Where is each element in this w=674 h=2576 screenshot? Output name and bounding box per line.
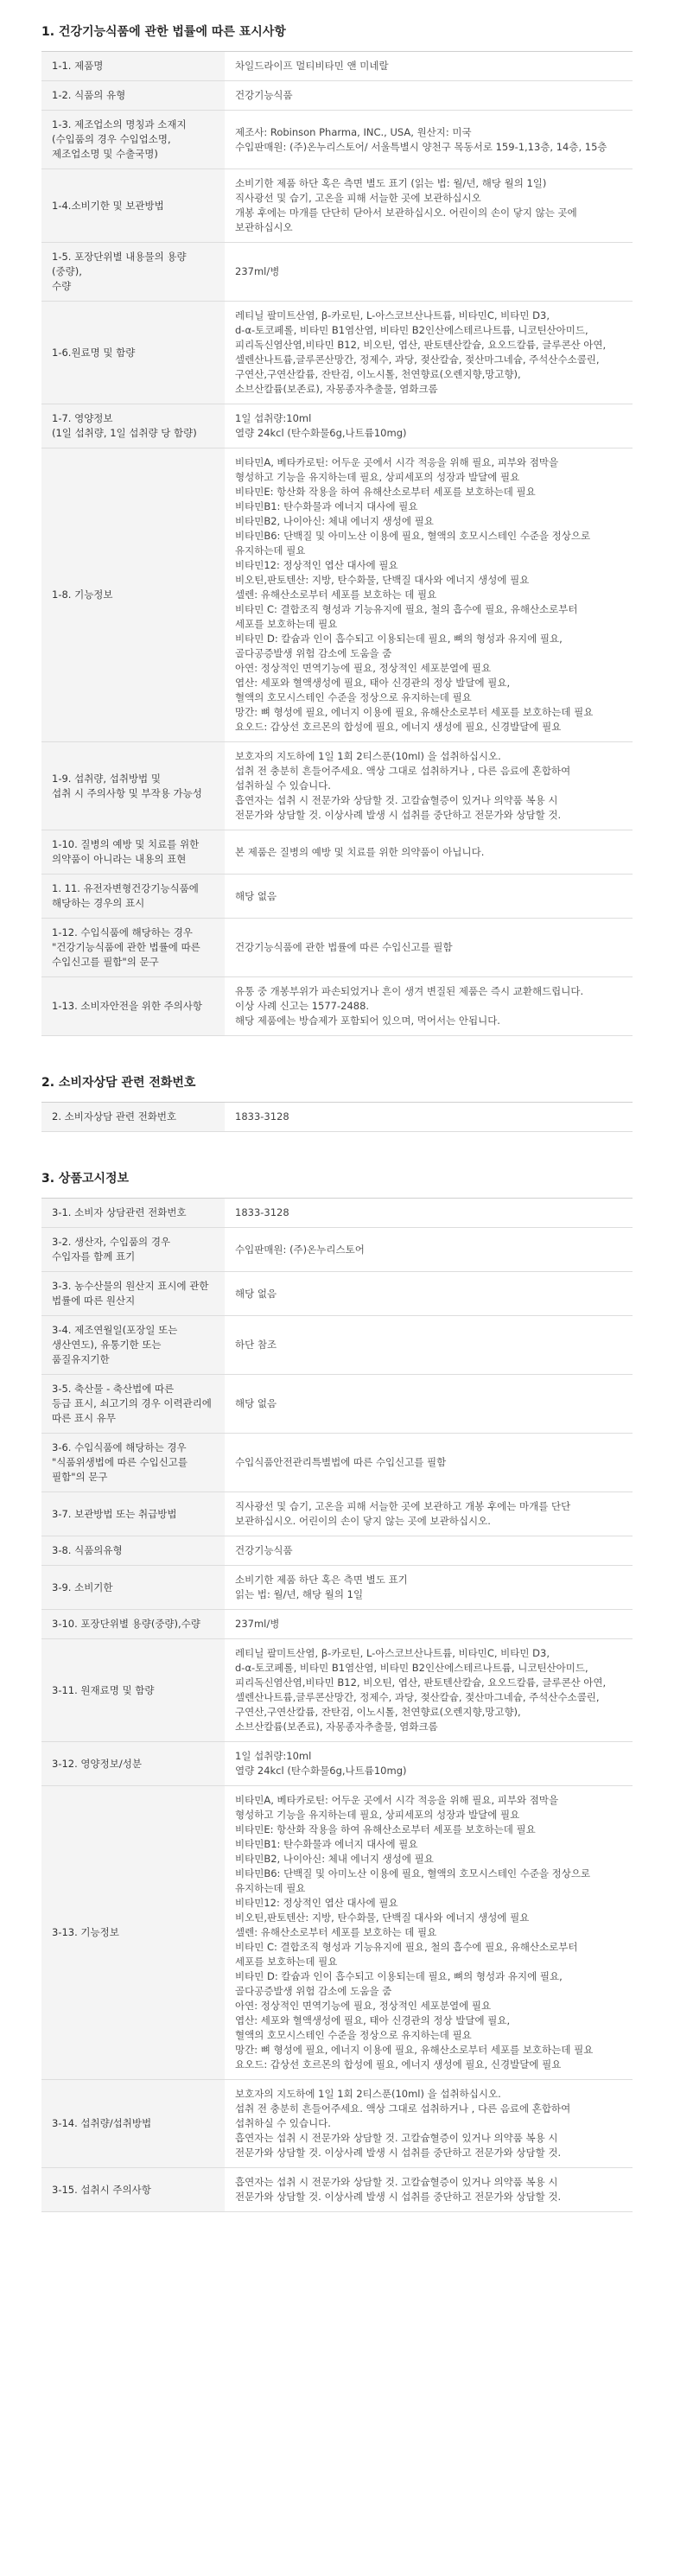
row-value-line: 전문가와 상담할 것. 이상사례 발생 시 섭취를 중단하고 전문가와 상담할 것. <box>235 2191 562 2203</box>
row-value-line: 흡연자는 섭취 시 전문가와 상담할 것. 고칼슘혈증이 있거나 의약품 복용 시 <box>235 2176 558 2188</box>
row-value <box>225 169 633 243</box>
row-value-line: 아연: 정상적인 면역기능에 필요, 정상적인 세포분열에 필요 <box>235 2000 492 2012</box>
row-value-line: 레티닐 팔미트산염, β-카로틴, L-아스코브산나트륨, 비타민C, 비타민 D3, <box>235 1647 550 1659</box>
row-value-line: 유통 중 개봉부위가 파손되었거나 흔이 생겨 변질된 제품은 즉시 교환해드립니다. <box>235 985 584 997</box>
row-value-line: 1833-3128 <box>235 1110 289 1123</box>
row-value <box>225 1742 633 1786</box>
row-value <box>225 81 633 111</box>
row-label-line: 1-6.원료명 및 함량 <box>52 346 136 359</box>
row-label-line: 3-6. 수입식품에 해당하는 경우 <box>52 1441 187 1453</box>
row-value-line: 비오틴,판토텐산: 지방, 탄수화물, 단백질 대사와 에너지 생성에 필요 <box>235 1911 530 1924</box>
row-value-line: 요오드: 갑상선 호르몬의 합성에 필요, 에너지 생성에 필요, 신경발달에 필요 <box>235 2058 562 2070</box>
row-value-line: 망간: 뼈 형성에 필요, 에너지 이용에 필요, 유해산소로부터 세포를 보호하는데 필요 <box>235 2044 594 2056</box>
row-label-line: "건강기능식품에 관한 법률에 따른 <box>52 941 200 953</box>
row-label-line: (수입품의 경우 수입업소명, <box>52 133 171 145</box>
row-value-line: 엽산: 세포와 혈액생성에 필요, 태아 신경관의 정상 발달에 필요, <box>235 2014 511 2026</box>
row-value-line: 건강기능식품 <box>235 89 293 101</box>
row-value <box>225 830 633 875</box>
table-row <box>41 1228 633 1272</box>
row-label <box>41 2080 225 2168</box>
table-row <box>41 1742 633 1786</box>
row-label-line: 해당하는 경우의 표시 <box>52 897 145 909</box>
row-value-line: 아연: 정상적인 면역기능에 필요, 정상적인 세포분열에 필요 <box>235 662 492 674</box>
row-label-line: 1-8. 기능정보 <box>52 588 113 601</box>
row-label-line: 3-5. 축산물 - 축산법에 따른 <box>52 1383 175 1395</box>
row-value-line: 237ml/병 <box>235 265 280 277</box>
row-value-line: 해당 없음 <box>235 1397 277 1409</box>
row-value <box>225 111 633 169</box>
row-value-line: 비타민 D: 칼슘과 인이 흡수되고 이용되는데 필요, 뼈의 형성과 유지에 필요, <box>235 1970 563 1982</box>
row-value <box>225 404 633 448</box>
row-label-line: 수입자를 함께 표기 <box>52 1250 136 1263</box>
row-value-line: 비타민12: 정상적인 엽산 대사에 필요 <box>235 1897 398 1909</box>
row-label <box>41 1786 225 2080</box>
table-row <box>41 977 633 1036</box>
row-value-line: 엽산: 세포와 혈액생성에 필요, 태아 신경관의 정상 발달에 필요, <box>235 677 511 689</box>
row-label-line: 3-15. 섭취시 주의사항 <box>52 2183 151 2196</box>
row-value <box>225 919 633 977</box>
row-label-line: 3-4. 제조연월일(포장일 또는 <box>52 1324 178 1336</box>
row-label-line: 1-5. 포장단위별 내용물의 용량(중량), <box>52 251 187 277</box>
row-value <box>225 1639 633 1742</box>
row-label <box>41 1375 225 1434</box>
row-value-line: 열량 24kcl (탄수화물6g,나트륨10mg) <box>235 1765 407 1777</box>
table-row <box>41 1434 633 1492</box>
table-row <box>41 1492 633 1536</box>
row-value-line: 비타민E: 항산화 작용을 하여 유해산소로부터 세포를 보호하는데 필요 <box>235 1823 536 1835</box>
row-value-line: 237ml/병 <box>235 1618 280 1630</box>
row-value-line: 구연산,구연산칼륨, 잔탄검, 이노시톨, 천연향료(오렌지향,망고향), <box>235 368 521 380</box>
row-label-line: 3-13. 기능정보 <box>52 1926 119 1938</box>
table-row <box>41 111 633 169</box>
table-row <box>41 1536 633 1566</box>
table-row <box>41 1199 633 1228</box>
row-value-line: 개봉 후에는 마개를 단단히 닫아서 보관하십시오. 어린이의 손이 닿지 않는 곳에 보관하십시오 <box>235 207 577 233</box>
row-value-line: 1833-3128 <box>235 1206 289 1218</box>
row-label <box>41 302 225 404</box>
row-value-line: 건강기능식품 <box>235 1544 293 1556</box>
row-value-line: 해당 제품에는 방습제가 포함되어 있으며, 먹어서는 안됩니다. <box>235 1014 500 1027</box>
row-label <box>41 404 225 448</box>
section-title-label-info: 1. 건강기능식품에 관한 법률에 따른 표시사항 <box>41 25 286 39</box>
row-value-line: 피리독신염산염,비타민 B12, 비오틴, 엽산, 판토텐산칼슘, 요오드칼륨, 글루콘산 아연, <box>235 1676 607 1689</box>
table-row <box>41 404 633 448</box>
row-label <box>41 977 225 1036</box>
row-value-line: 수입식품안전관리특별법에 따른 수입신고를 필함 <box>235 1456 447 1468</box>
row-label <box>41 1639 225 1742</box>
row-value <box>225 1375 633 1434</box>
row-value-line: 망간: 뼈 형성에 필요, 에너지 이용에 필요, 유해산소로부터 세포를 보호하는데 필요 <box>235 706 594 718</box>
table-row <box>41 1566 633 1610</box>
row-label-line: 1-13. 소비자안전을 위한 주의사항 <box>52 1000 203 1012</box>
row-label <box>41 1199 225 1228</box>
row-value <box>225 1492 633 1536</box>
table-row <box>41 1610 633 1639</box>
row-value-line: 셀렌: 유해산소로부터 세포를 보호하는 데 필요 <box>235 1926 437 1938</box>
row-label-line: 3-1. 소비자 상담관련 전화번호 <box>52 1206 187 1218</box>
row-label <box>41 1316 225 1375</box>
row-value <box>225 1199 633 1228</box>
row-value-line: 셀렌: 유해산소로부터 세포를 보호하는 데 필요 <box>235 588 437 601</box>
row-value-line: 해당 없음 <box>235 889 277 902</box>
row-value-line: 구연산,구연산칼륨, 잔탄검, 이노시톨, 천연향료(오렌지향,망고향), <box>235 1706 521 1718</box>
row-value <box>225 875 633 919</box>
row-value <box>225 302 633 404</box>
row-label-line: 1-9. 섭취량, 섭취방법 및 <box>52 772 161 785</box>
row-label-line: 3-12. 영양정보/성분 <box>52 1757 142 1770</box>
row-value-line: 소브산칼륨(보존료), 자몽종자추출물, 염화크롬 <box>235 383 438 395</box>
row-label-line: 수입신고를 필함"의 문구 <box>52 956 159 968</box>
row-label <box>41 1103 225 1132</box>
row-value-line: 소브산칼륨(보존료), 자몽종자추출물, 염화크롬 <box>235 1721 438 1733</box>
row-value-line: 비타민B2, 나이아신: 체내 에너지 생성에 필요 <box>235 515 434 527</box>
row-value-line: 섭취하실 수 있습니다. <box>235 2117 331 2129</box>
row-label <box>41 1566 225 1610</box>
row-value-line: 직사광선 및 습기, 고온을 피해 서늘한 곳에 보관하십시오 <box>235 192 481 204</box>
table-row <box>41 919 633 977</box>
row-label-line: 3-7. 보관방법 또는 취급방법 <box>52 1507 177 1520</box>
row-value-line: 유지하는데 필요 <box>235 544 306 557</box>
row-value-line: 1일 섭취량:10ml <box>235 1750 312 1762</box>
row-value-line: 유지하는데 필요 <box>235 1882 306 1894</box>
row-value-line: 흡연자는 섭취 시 전문가와 상담할 것. 고칼슘혈증이 있거나 의약품 복용 시 <box>235 2132 558 2144</box>
row-value-line: 비타민 C: 결합조직 형성과 기능유지에 필요, 철의 흡수에 필요, 유해산소로부터 <box>235 1941 578 1953</box>
row-value-line: 전문가와 상담할 것. 이상사례 발생 시 섭취를 중단하고 전문가와 상담할 것. <box>235 809 562 821</box>
row-label-line: 1-7. 영양정보 <box>52 412 113 424</box>
row-value <box>225 1272 633 1316</box>
row-value <box>225 1786 633 2080</box>
row-value-line: 비타민B6: 단백질 및 아미노산 이용에 필요, 혈액의 호모시스테인 수준을 정상으로 <box>235 1867 591 1880</box>
row-label-line: 3-9. 소비기한 <box>52 1581 113 1593</box>
row-label <box>41 448 225 742</box>
row-value-line: 혈액의 호모시스테인 수준을 정상으로 유지하는데 필요 <box>235 691 472 703</box>
row-value-line: 비오틴,판토텐산: 지방, 탄수화물, 단백질 대사와 에너지 생성에 필요 <box>235 574 530 586</box>
row-label <box>41 1492 225 1536</box>
row-value-line: 하단 참조 <box>235 1339 277 1351</box>
section-title-product-notice: 3. 상품고시정보 <box>41 1172 130 1186</box>
row-label <box>41 243 225 302</box>
row-label <box>41 830 225 875</box>
row-label-line: 1-3. 제조업소의 명칭과 소재지 <box>52 118 187 130</box>
row-value-line: 제조사: Robinson Pharma, INC., USA, 원산지: 미국 <box>235 125 472 138</box>
row-value-line: 이상 사례 신고는 1577-2488. <box>235 1000 370 1012</box>
row-label <box>41 919 225 977</box>
table-row <box>41 81 633 111</box>
row-value-line: 혈액의 호모시스테인 수준을 정상으로 유지하는데 필요 <box>235 2029 472 2041</box>
row-label <box>41 1610 225 1639</box>
row-label-line: 생산연도), 유통기한 또는 품질유지기한 <box>52 1339 162 1365</box>
table-row <box>41 742 633 830</box>
label-info-table <box>41 51 633 1036</box>
row-value-line: 수입판매원: (주)온누리스토어 <box>235 1243 365 1256</box>
row-value-line: 직사광선 및 습기, 고온을 피해 서늘한 곳에 보관하고 개봉 후에는 마개를 단단 <box>235 1500 571 1512</box>
row-value <box>225 243 633 302</box>
row-label-line: 3-14. 섭취량/섭취방법 <box>52 2117 152 2129</box>
row-value-line: 섭취 전 충분히 흔들어주세요. 액상 그대로 섭취하거나 , 다른 음료에 혼합하여 <box>235 765 571 777</box>
row-value-line: 비타민E: 항산화 작용을 하여 유해산소로부터 세포를 보호하는데 필요 <box>235 486 536 498</box>
row-value <box>225 448 633 742</box>
row-value-line: 셀렌산나트륨,글루콘산망간, 정제수, 과당, 젖산칼슘, 젖산마그네슘, 주석산수소콜린, <box>235 1691 600 1703</box>
table-row <box>41 52 633 81</box>
row-value-line: 1일 섭취량:10ml <box>235 412 312 424</box>
row-label <box>41 111 225 169</box>
row-label <box>41 1228 225 1272</box>
row-value-line: 흡연자는 섭취 시 전문가와 상담할 것. 고칼슘혈증이 있거나 의약품 복용 시 <box>235 794 558 806</box>
table-row <box>41 1316 633 1375</box>
row-label-line: "식품위생법에 따른 수입신고를 <box>52 1456 188 1468</box>
row-value-line: 형성하고 기능을 유지하는데 필요, 상피세포의 성장과 발달에 필요 <box>235 1809 520 1821</box>
row-label <box>41 1742 225 1786</box>
row-label-line: 1-2. 식품의 유형 <box>52 89 126 101</box>
section-title-consumer-contact: 2. 소비자상담 관련 전화번호 <box>41 1076 196 1090</box>
table-row <box>41 1639 633 1742</box>
table-row <box>41 1786 633 2080</box>
row-label-line: 3-10. 포장단위별 용량(중량),수량 <box>52 1618 200 1630</box>
row-value-line: 비타민B1: 탄수화물과 에너지 대사에 필요 <box>235 500 418 512</box>
row-label-line: 수량 <box>52 280 72 292</box>
row-value-line: 비타민A, 베타카로틴: 어두운 곳에서 시각 적응을 위해 필요, 피부와 점막을 <box>235 1794 559 1806</box>
row-value-line: 레티닐 팔미트산염, β-카로틴, L-아스코브산나트륨, 비타민C, 비타민 D3, <box>235 309 550 321</box>
table-row <box>41 169 633 243</box>
row-value <box>225 1566 633 1610</box>
row-label-line: 1-12. 수입식품에 해당하는 경우 <box>52 926 193 938</box>
row-value <box>225 1316 633 1375</box>
row-value-line: 보호자의 지도하에 1일 1회 2티스푼(10ml) 을 섭취하십시오. <box>235 750 501 762</box>
row-value-line: 세포를 보호하는데 필요 <box>235 618 338 630</box>
row-label-line: 법률에 따른 원산지 <box>52 1294 136 1307</box>
row-value-line: d-α-토코페롤, 비타민 B1염산염, 비타민 B2인산에스테르나트륨, 니코틴산아미드, <box>235 1662 588 1674</box>
table-row <box>41 302 633 404</box>
row-label-line: 3-3. 농수산물의 원산지 표시에 관한 <box>52 1280 209 1292</box>
row-value <box>225 1610 633 1639</box>
row-value-line: 비타민B2, 나이아신: 체내 에너지 생성에 필요 <box>235 1853 434 1865</box>
row-value-line: 전문가와 상담할 것. 이상사례 발생 시 섭취를 중단하고 전문가와 상담할 것. <box>235 2147 562 2159</box>
row-value-line: 세포를 보호하는데 필요 <box>235 1956 338 1968</box>
row-label-line: 3-8. 식품의유형 <box>52 1544 123 1556</box>
row-label <box>41 875 225 919</box>
row-value <box>225 2168 633 2212</box>
table-row <box>41 2168 633 2212</box>
row-label-line: 필함"의 문구 <box>52 1471 108 1483</box>
row-value <box>225 52 633 81</box>
row-value-line: 비타민B1: 탄수화물과 에너지 대사에 필요 <box>235 1838 418 1850</box>
table-row <box>41 243 633 302</box>
row-label-line: 2. 소비자상담 관련 전화번호 <box>52 1110 177 1123</box>
table-row <box>41 875 633 919</box>
row-label <box>41 1272 225 1316</box>
row-label-line: 의약품이 아니라는 내용의 표현 <box>52 853 187 865</box>
row-label <box>41 52 225 81</box>
row-label-line: 등급 표시, 쇠고기의 경우 이력관리에 <box>52 1397 212 1409</box>
row-value-line: 비타민 C: 결합조직 형성과 기능유지에 필요, 철의 흡수에 필요, 유해산소로부터 <box>235 603 578 615</box>
row-value-line: 비타민12: 정상적인 엽산 대사에 필요 <box>235 559 398 571</box>
row-value-line: 비타민B6: 단백질 및 아미노산 이용에 필요, 혈액의 호모시스테인 수준을 정상으로 <box>235 530 591 542</box>
row-value-line: 셀렌산나트륨,글루콘산망간, 정제수, 과당, 젖산칼슘, 젖산마그네슘, 주석산수소콜린, <box>235 353 600 366</box>
row-value <box>225 1536 633 1566</box>
row-label-line: 1. 11. 유전자변형건강기능식품에 <box>52 882 199 894</box>
row-value-line: 피리독신염산염,비타민 B12, 비오틴, 엽산, 판토텐산칼슘, 요오드칼륨, 글루콘산 아연, <box>235 339 607 351</box>
row-value-line: 형성하고 기능을 유지하는데 필요, 상피세포의 성장과 발달에 필요 <box>235 471 520 483</box>
row-value-line: 본 제품은 질병의 예방 및 치료를 위한 의약품이 아닙니다. <box>235 845 485 858</box>
row-value-line: 해당 없음 <box>235 1287 277 1300</box>
row-label <box>41 1434 225 1492</box>
table-row <box>41 2080 633 2168</box>
row-value-line: 섭취하실 수 있습니다. <box>235 779 331 792</box>
row-label <box>41 1536 225 1566</box>
row-value-line: 건강기능식품에 관한 법률에 따른 수입신고를 필함 <box>235 941 453 953</box>
row-label-line: (1일 섭취량, 1일 섭취량 당 함량) <box>52 427 197 439</box>
consumer-contact-table <box>41 1102 633 1132</box>
row-value-line: 읽는 법: 월/년, 해당 월의 1일 <box>235 1588 364 1600</box>
row-value-line: 소비기한 제품 하단 혹은 측면 별도 표기 (읽는 법: 월/년, 해당 월의 1일) <box>235 177 547 189</box>
row-value-line: 요오드: 갑상선 호르몬의 합성에 필요, 에너지 생성에 필요, 신경발달에 필요 <box>235 721 562 733</box>
table-row <box>41 1375 633 1434</box>
row-value-line: 비타민 D: 칼슘과 인이 흡수되고 이용되는데 필요, 뼈의 형성과 유지에 필요, <box>235 633 563 645</box>
row-value-line: 골다공증발생 위험 감소에 도움을 줌 <box>235 1985 392 1997</box>
row-value <box>225 977 633 1036</box>
row-value-line: 보관하십시오. 어린이의 손이 닿지 않는 곳에 보관하십시오. <box>235 1515 491 1527</box>
row-label-line: 1-1. 제품명 <box>52 60 104 72</box>
product-notice-table <box>41 1198 633 2212</box>
row-value-line: 열량 24kcl (탄수화물6g,나트륨10mg) <box>235 427 407 439</box>
row-value <box>225 2080 633 2168</box>
row-label-line: 1-4.소비기한 및 보관방법 <box>52 199 164 212</box>
row-label <box>41 169 225 243</box>
row-value-line: 소비기한 제품 하단 혹은 측면 별도 표기 <box>235 1574 408 1586</box>
row-value-line: 골다공증발생 위험 감소에 도움을 줌 <box>235 647 392 659</box>
row-label-line: 3-2. 생산자, 수입품의 경우 <box>52 1236 171 1248</box>
row-value <box>225 1228 633 1272</box>
row-label-line: 따른 표시 유무 <box>52 1412 116 1424</box>
row-label-line: 3-11. 원재료명 및 함량 <box>52 1683 155 1696</box>
row-label <box>41 742 225 830</box>
row-value-line: d-α-토코페롤, 비타민 B1염산염, 비타민 B2인산에스테르나트륨, 니코틴산아미드, <box>235 324 588 336</box>
row-label <box>41 81 225 111</box>
row-label-line: 1-10. 질병의 예방 및 치료를 위한 <box>52 838 200 850</box>
row-value <box>225 1103 633 1132</box>
row-value-line: 보호자의 지도하에 1일 1회 2티스푼(10ml) 을 섭취하십시오. <box>235 2088 501 2100</box>
row-label <box>41 2168 225 2212</box>
row-value-line: 수입판매원: (주)온누리스토어/ 서울특별시 양천구 목동서로 159-1,13층, 14층, 15층 <box>235 140 607 153</box>
row-value-line: 차일드라이프 멀티비타민 앤 미네랄 <box>235 60 389 72</box>
table-row <box>41 830 633 875</box>
row-label-line: 섭취 시 주의사항 및 부작용 가능성 <box>52 786 202 799</box>
table-row <box>41 1103 633 1132</box>
row-value <box>225 1434 633 1492</box>
table-row <box>41 1272 633 1316</box>
table-row <box>41 448 633 742</box>
row-value <box>225 742 633 830</box>
row-value-line: 섭취 전 충분히 흔들어주세요. 액상 그대로 섭취하거나 , 다른 음료에 혼합하여 <box>235 2102 571 2115</box>
row-label-line: 제조업소명 및 수출국명) <box>52 148 158 160</box>
row-value-line: 비타민A, 베타카로틴: 어두운 곳에서 시각 적응을 위해 필요, 피부와 점막을 <box>235 456 559 468</box>
